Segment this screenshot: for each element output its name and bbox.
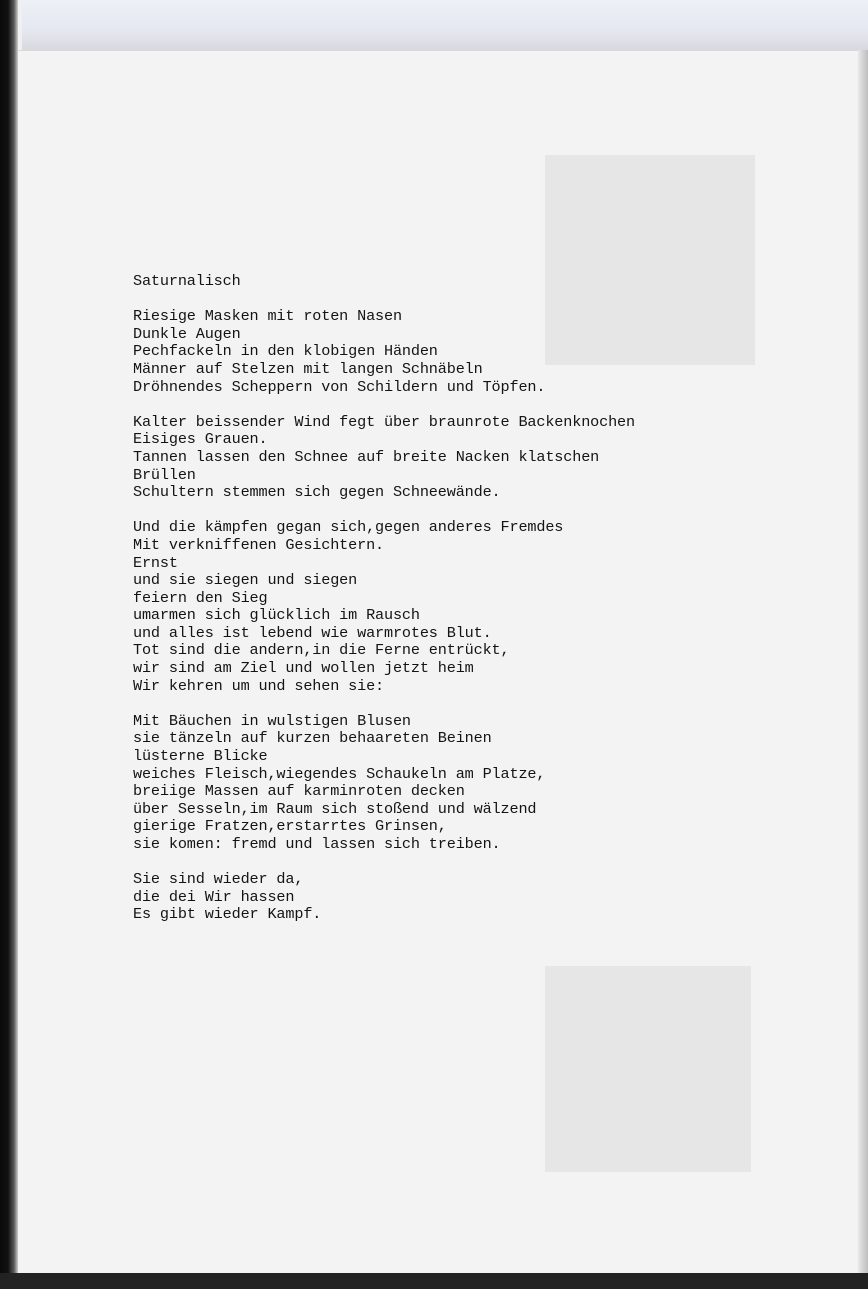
- binding-edge: [0, 0, 18, 1289]
- show-through-block-bottom: [545, 966, 751, 1172]
- page-right-edge: [858, 50, 868, 1273]
- poem-line: Sie sind wieder da,: [133, 870, 304, 889]
- poem-line: Ernst: [133, 553, 178, 572]
- stanza-4: [133, 713, 773, 854]
- poem-line: feiern den Sieg: [133, 588, 268, 607]
- poem-line: umarmen sich glücklich im Rausch: [133, 606, 420, 625]
- poem-line: Und die kämpfen gegan sich,gegen anderes Fremdes: [133, 518, 564, 537]
- poem-line: über Sesseln,im Raum sich stoßend und wälzend: [133, 799, 537, 818]
- poem-line: weiches Fleisch,wiegendes Schaukeln am Platze,: [133, 764, 546, 783]
- poem-line: Tot sind die andern,in die Ferne entrückt,: [133, 641, 510, 660]
- poem-line: Dunkle Augen: [133, 324, 241, 343]
- poem-line: gierige Fratzen,erstarrtes Grinsen,: [133, 817, 447, 836]
- stanza-2: [133, 414, 773, 502]
- scanner-bottom-edge: [0, 1273, 868, 1289]
- poem-title: Saturnalisch: [133, 272, 241, 290]
- poem-line: Mit verkniffenen Gesichtern.: [133, 535, 384, 554]
- poem-line: Kalter beissender Wind fegt über braunrote Backenknochen: [133, 412, 635, 431]
- poem-line: Eisiges Grauen.: [133, 430, 268, 449]
- poem-line: die dei Wir hassen: [133, 887, 295, 906]
- stanza-1: [133, 308, 773, 396]
- poem-line: Brüllen: [133, 465, 196, 484]
- poem-line: Dröhnendes Scheppern von Schildern und Töpfen.: [133, 377, 546, 396]
- poem-line: Schultern stemmen sich gegen Schneewände.: [133, 483, 501, 502]
- poem-line: Tannen lassen den Schnee auf breite Nacken klatschen: [133, 447, 600, 466]
- poem-line: Wir kehren um und sehen sie:: [133, 676, 384, 695]
- stanza-5: [133, 871, 773, 924]
- poem-line: Männer auf Stelzen mit langen Schnäbeln: [133, 359, 483, 378]
- poem-line: Es gibt wieder Kampf.: [133, 905, 322, 924]
- poem-line: Mit Bäuchen in wulstigen Blusen: [133, 711, 411, 730]
- poem-line: Pechfackeln in den klobigen Händen: [133, 342, 438, 361]
- poem-line: sie tänzeln auf kurzen behaareten Beinen: [133, 729, 492, 748]
- poem-line: und sie siegen und siegen: [133, 571, 358, 590]
- poem-line: Riesige Masken mit roten Nasen: [133, 307, 402, 326]
- poem-line: und alles ist lebend wie warmrotes Blut.: [133, 623, 492, 642]
- scanner-top-strip: [22, 0, 868, 50]
- poem-line: sie komen: fremd und lassen sich treiben.: [133, 835, 501, 853]
- poem-line: wir sind am Ziel und wollen jetzt heim: [133, 659, 474, 678]
- poem-line: lüsterne Blicke: [133, 747, 268, 766]
- poem-line: breiige Massen auf karminroten decken: [133, 782, 465, 801]
- poem: [133, 273, 773, 942]
- stanza-3: [133, 519, 773, 695]
